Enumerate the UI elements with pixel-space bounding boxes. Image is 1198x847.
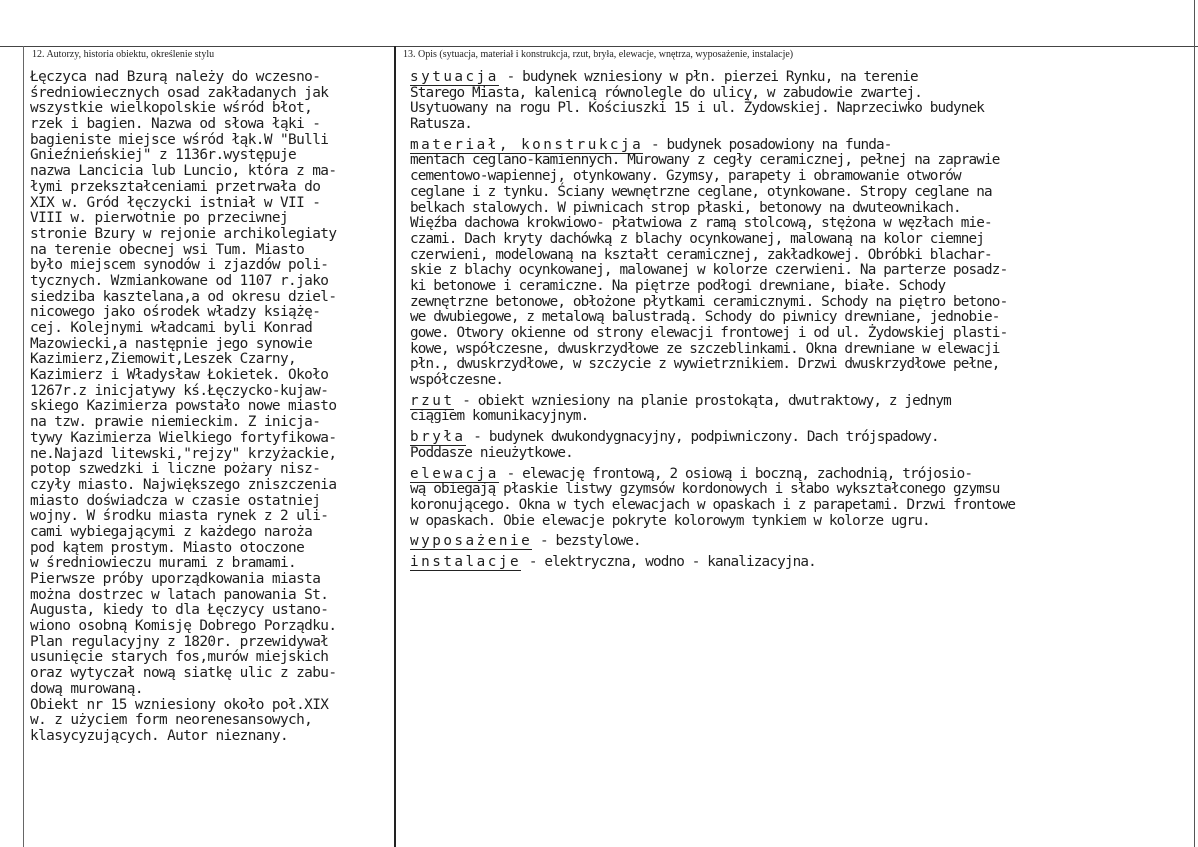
description-line: współczesne. [410, 372, 504, 389]
history-line: Łęczyca nad Bzurą należy do wczesno- [30, 69, 321, 85]
top-rule [0, 46, 1198, 47]
description-text [410, 70, 1015, 571]
section-first-line [410, 430, 1015, 446]
history-line: Pierwsze próby uporządkowania miasta [30, 571, 321, 587]
section-heading: materiał, konstrukcja [410, 136, 644, 153]
history-line: 1267r.z inicjatywy kś.Łęczycko-kujaw- [30, 382, 329, 399]
description-line: we dwubiegowe, z metalową balustradą. Schody do piwnicy drewniane, jednobie- [410, 309, 1000, 326]
history-line: czyły miasto. Największego zniszczenia [30, 476, 337, 493]
history-line: tycznych. Wzmiankowane od 1107 r.jako [30, 272, 329, 289]
history-line: Plan regulacyjny z 1820r. przewidywał [30, 633, 329, 650]
section-heading: wyposażenie [410, 533, 533, 550]
history-line: potop szwedzki i liczne pożary nisz- [30, 461, 321, 478]
history-line: dową murowaną. [30, 680, 143, 697]
description-line: Poddasze nieużytkowe. [410, 444, 573, 461]
history-text [30, 70, 336, 745]
right-border [1194, 0, 1195, 847]
section-first-line-text: - bezstylowe. [532, 533, 641, 550]
history-line: cej. Kolejnymi władcami byli Konrad [30, 320, 313, 336]
section-first-line-text: - obiekt wzniesiony na planie prostokąta, dwutraktowy, z jednym [454, 392, 951, 409]
section-first-line-text: - elektryczna, wodno - kanalizacyjna. [521, 553, 816, 570]
history-line: siedziba kasztelana,a od okresu dziel- [30, 288, 337, 305]
history-line: wojny. W środku miasta rynek z 2 uli- [30, 508, 329, 525]
history-line: w średniowieczu murami z bramami. [30, 555, 297, 572]
section-heading: bryła [410, 429, 466, 446]
history-line: wszystkie wielkopolskie wśród błot, [30, 100, 313, 117]
description-line: mentach ceglano-kamiennych. Murowany z cegły ceramicznej, pełnej na zaprawie [410, 152, 1000, 169]
left-border [23, 46, 24, 847]
description-line: ki betonowe i ceramiczne. Na piętrze podłogi drewniane, białe. Schody [410, 277, 946, 294]
description-line: wą obiegają płaskie listwy gzymsów kordonowych i słabo wykształconego gzymsu [410, 481, 1000, 498]
history-line: VIII w. pierwotnie po przeciwnej [30, 210, 289, 227]
description-line: cementowo-wapiennej, otynkowany. Gzymsy, parapety i obramowanie otworów [410, 168, 961, 185]
history-line: rzek i bagien. Nazwa od słowa łąki - [30, 116, 321, 133]
history-line: bagieniste miejsce wśród łąk.W "Bulli [30, 131, 329, 148]
history-line: skiego Kazimierza powstało nowe miasto [30, 398, 337, 415]
section-first-line-text: - budynek dwukondygnacyjny, podpiwniczony. Dach trójspadowy. [465, 429, 939, 446]
history-line: Augusta, kiedy to dla Łęczycy ustano- [30, 602, 329, 619]
column-divider [394, 46, 396, 847]
history-line: Gnieźnieńskiej" z 1136r.występuje [30, 147, 297, 164]
section-heading: elewacja [410, 465, 499, 482]
history-line: stronie Bzury w rejonie archikolegiaty [30, 225, 337, 242]
history-line: w. z użyciem form neorenesansowych, [30, 712, 313, 729]
section-heading: rzut [410, 392, 455, 409]
section-first-line-text: - elewację frontową, 2 osiową i boczną, zachodnią, trójosio- [498, 465, 973, 482]
history-line: Obiekt nr 15 wzniesiony około poł.XIX [30, 696, 329, 713]
description-line: koronującego. Okna w tych elewacjach w opaskach i z parapetami. Drzwi frontowe [410, 496, 1016, 513]
section-first-line [410, 467, 1015, 483]
description-line: skie z blachy ocynkowanej, malowanej w kolorze czerwieni. Na parterze posadz- [410, 262, 1008, 279]
description-line: kowe, współczesne, dwuskrzydłowe ze szczeblinkami. Okna drewniane w elewacji [410, 340, 1000, 357]
history-line: miasto doświadcza w czasie ostatniej [30, 492, 321, 509]
description-field-label: 13. Opis (sytuacja, materiał i konstrukcja, rzut, bryła, elewacje, wnętrza, wyposażenie, instalacje) [403, 49, 794, 60]
section-heading: sytuacja [410, 69, 499, 85]
history-line: cami wybiegającymi z każdego naroża [30, 523, 313, 540]
history-line: nicowego jako ośrodek władzy książę- [30, 304, 321, 321]
description-line: w opaskach. Obie elewacje pokryte kolorowym tynkiem w kolorze ugru. [410, 512, 930, 529]
history-line: tywy Kazimierza Wielkiego fortyfikowa- [30, 429, 337, 446]
history-line: XIX w. Gród łęczycki istniał w VII - [30, 194, 321, 211]
description-line: Usytuowany na rogu Pl. Kościuszki 15 i ul. Żydowskiej. Naprzeciwko budynek [410, 100, 985, 117]
history-line: usunięcie starych fos,murów miejskich [30, 649, 329, 666]
section-first-line [410, 70, 1015, 86]
history-line: Mazowiecki,a następnie jego synowie [30, 335, 313, 352]
history-line: łymi przekształceniami przetrwała do [30, 178, 321, 195]
description-line: czerwieni, modelowaną na kształt ceramicznej, zakładkowej. Obróbki blachar- [410, 246, 992, 263]
section-first-line [410, 555, 1015, 571]
description-line: ceglane i z tynku. Ściany wewnętrzne ceglane, otynkowane. Stropy ceglane na [410, 183, 992, 200]
history-line: średniowiecznych osad zakładanych jak [30, 84, 329, 101]
description-line: płn., dwuskrzydłowe, w szczycie z wywietrznikiem. Drzwi dwuskrzydłowe pełne, [410, 356, 1000, 373]
description-line: belkach stalowych. W piwnicach strop płaski, betonowy na dwuteownikach. [410, 199, 961, 216]
history-line: Kazimierz,Ziemowit,Leszek Czarny, [30, 351, 297, 368]
description-line: czami. Dach kryty dachówką z blachy ocynkowanej, malowaną na kolor ciemnej [410, 230, 985, 247]
history-line: ne.Najazd litewski,"rejzy" krzyżackie, [30, 445, 337, 462]
history-line: nazwa Lancicia lub Luncio, która z ma- [30, 163, 337, 180]
history-line: Kazimierz i Władysław Łokietek. Około [30, 367, 329, 384]
section-first-line [410, 534, 1015, 550]
history-line: oraz wytyczał nową siatkę ulic z zabu- [30, 665, 337, 682]
history-line: można dostrzec w latach panowania St. [30, 586, 329, 603]
history-line: wiono osobną Komisję Dobrego Porządku. [30, 618, 337, 635]
description-line: zewnętrzne betonowe, obłożone płytkami ceramicznymi. Schody na piętro betono- [410, 293, 1008, 310]
section-first-line [410, 138, 1015, 154]
description-line: gowe. Otwory okienne od strony elewacji frontowej i od ul. Żydowskiej plasti- [410, 325, 1008, 341]
description-line: Starego Miasta, kalenicą równolegle do ulicy, w zabudowie zwartej. [410, 84, 922, 101]
description-line: ciągiem komunikacyjnym. [410, 408, 589, 425]
section-first-line [410, 394, 1015, 410]
history-line: było miejscem synodów i zjazdów poli- [30, 257, 329, 274]
history-line: na terenie obecnej wsi Tum. Miasto [30, 241, 305, 258]
section-first-line-text: - budynek wzniesiony w płn. pierzei Rynku, na terenie [498, 69, 918, 85]
section-first-line-text: - budynek posadowiony na funda- [643, 136, 892, 153]
description-line: Ratusza. [410, 116, 473, 133]
section-heading: instalacje [410, 553, 522, 570]
description-line: Więźba dachowa krokwiowo- płatwiowa z ramą stolcową, stężona w węzłach mie- [410, 215, 992, 232]
history-line: pod kątem prostym. Miasto otoczone [30, 539, 305, 556]
history-line: klasycyzujących. Autor nieznany. [30, 727, 289, 744]
history-line: na tzw. prawie niemieckim. Z inicja- [30, 414, 321, 431]
history-field-label: 12. Autorzy, historia obiektu, określenie stylu [32, 49, 215, 60]
